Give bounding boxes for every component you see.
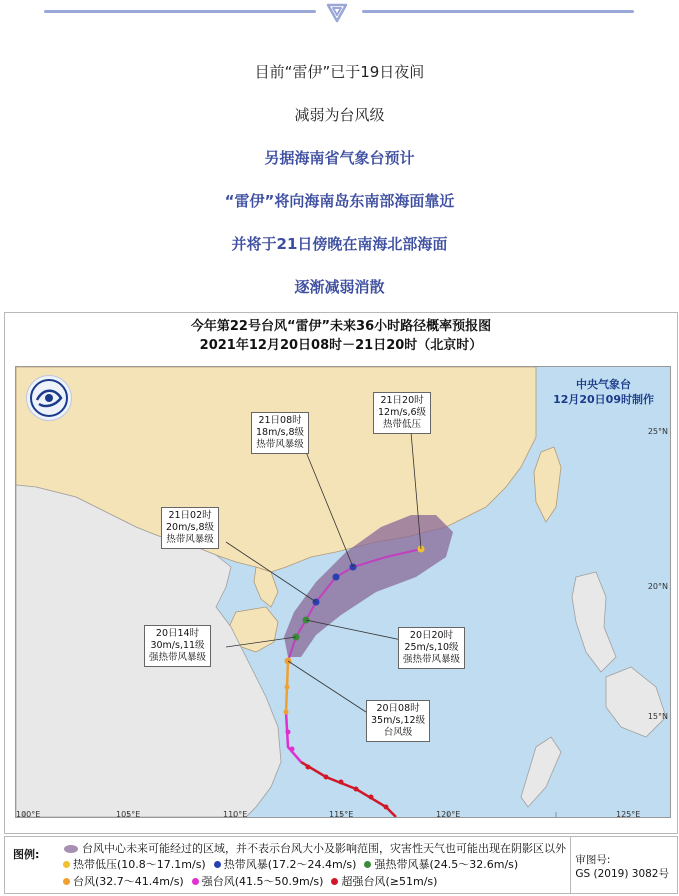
legend-item-sty [192,873,324,889]
x-tick-120: 120°E [436,810,461,818]
text-line-1: 目前“雷伊”已于19日夜间 [254,63,425,81]
agency-name: 中央气象台 [576,378,632,391]
legend-item-label: 热带低压(10.8～17.1m/s) [73,858,206,871]
legend-item-label: 强热带风暴(24.5～32.6m/s) [374,858,519,871]
land-visayas [606,667,666,737]
map-title-line2: 2021年12月20日08时－21日20时（北京时） [199,338,483,353]
cma-logo [26,375,72,421]
text-line-5: 并将于21日傍晚在南海北部海面 [231,235,448,253]
label-grade: 强热带风暴级 [403,654,461,665]
legend-row-2 [63,873,445,889]
map-title-line1: 今年第22号台风“雷伊”未来36小时路径概率预报图 [190,319,492,334]
forecast-label-t5 [398,627,465,669]
legend-item-label: 热带风暴(17.2～24.4m/s) [223,858,357,871]
label-grade: 强热带风暴级 [149,652,207,663]
text-line-6: 逐渐减弱消散 [294,278,385,296]
map-graphic [16,367,670,817]
past-track-strong [286,712,301,762]
map-title [5,317,677,355]
label-grade: 热带风暴级 [166,534,214,545]
approval-label: 审图号: [575,854,611,866]
dot-icon [63,878,70,885]
dot-icon [192,878,199,885]
label-wind: 20m/s,8级 [166,522,215,533]
legend-title: 图例: [13,848,40,861]
forecast-label-t6 [366,700,430,742]
label-time: 20日14时 [155,628,200,639]
forecast-label-t3 [161,507,219,549]
dot-icon [364,861,371,868]
x-tick-105: 105°E [116,810,141,818]
dot-icon [331,878,338,885]
land-palawan [521,737,561,807]
typhoon-forecast-map [4,312,678,834]
cone-swatch-icon [63,844,79,854]
land-taiwan [534,447,561,522]
cone-desc-text: 台风中心未来可能经过的区域，并不表示台风大小及影响范围，灾害性天气也可能出现在阴影区以外 [82,842,566,855]
text-line-3: 另据海南省气象台预计 [264,149,415,167]
legend-item-ts [214,856,357,872]
map-approval [575,853,669,881]
label-wind: 35m/s,12级 [371,715,426,726]
x-tick-110: 110°E [223,810,248,818]
triangle-down-icon [326,3,348,23]
y-tick-20: 20°N [647,582,668,591]
past-track-super [301,762,396,817]
dot-icon [63,861,70,868]
label-wind: 25m/s,10级 [404,642,459,653]
label-time: 20日20时 [409,630,454,641]
label-wind: 18m/s,8级 [256,427,305,438]
legend-item-label: 超强台风(≥51m/s) [341,875,438,888]
legend-item-label: 强台风(41.5～50.9m/s) [201,875,324,888]
label-time: 21日08时 [258,415,302,426]
text-line-4: “雷伊”将向海南岛东南部海面靠近 [224,192,455,210]
text-line-2: 减弱为台风级 [294,106,385,124]
legend-item-label: 台风(32.7～41.4m/s) [73,875,184,888]
legend-item-sts [364,856,518,872]
map-area [15,366,671,818]
forecast-label-t4 [144,625,211,667]
land-leizhou [254,567,278,607]
legend-item-superty [331,873,437,889]
label-time: 21日20时 [380,395,424,406]
divider-line-left [44,10,316,13]
y-tick-15: 15°N [647,712,668,721]
logo-icon [27,376,71,420]
map-legend [4,836,678,894]
dot-icon [214,861,221,868]
legend-separator [570,837,571,893]
header-divider [44,10,634,14]
label-time: 20日08时 [376,703,420,714]
label-grade: 热带风暴级 [256,439,304,450]
agency-time: 12月20日09时制作 [553,393,654,406]
legend-row-1 [63,856,526,872]
approval-number: GS (2019) 3082号 [575,868,669,880]
label-time: 21日02时 [168,510,212,521]
forecast-label-t1 [373,392,431,434]
x-tick-125: 125°E [616,810,641,818]
forecast-label-t2 [251,412,309,454]
y-tick-25: 25°N [647,427,668,436]
label-grade: 热带低压 [383,419,422,430]
x-tick-115: 115°E [329,810,354,818]
legend-cone-desc [63,840,566,856]
land-luzon [572,572,616,672]
legend-item-ty [63,873,184,889]
agency-stamp [553,377,654,407]
label-wind: 12m/s,6级 [378,407,427,418]
divider-line-right [362,10,634,13]
label-wind: 30m/s,11级 [150,640,205,651]
label-grade: 台风级 [383,727,413,738]
legend-item-td [63,856,206,872]
x-tick-100: 100°E [16,810,41,818]
